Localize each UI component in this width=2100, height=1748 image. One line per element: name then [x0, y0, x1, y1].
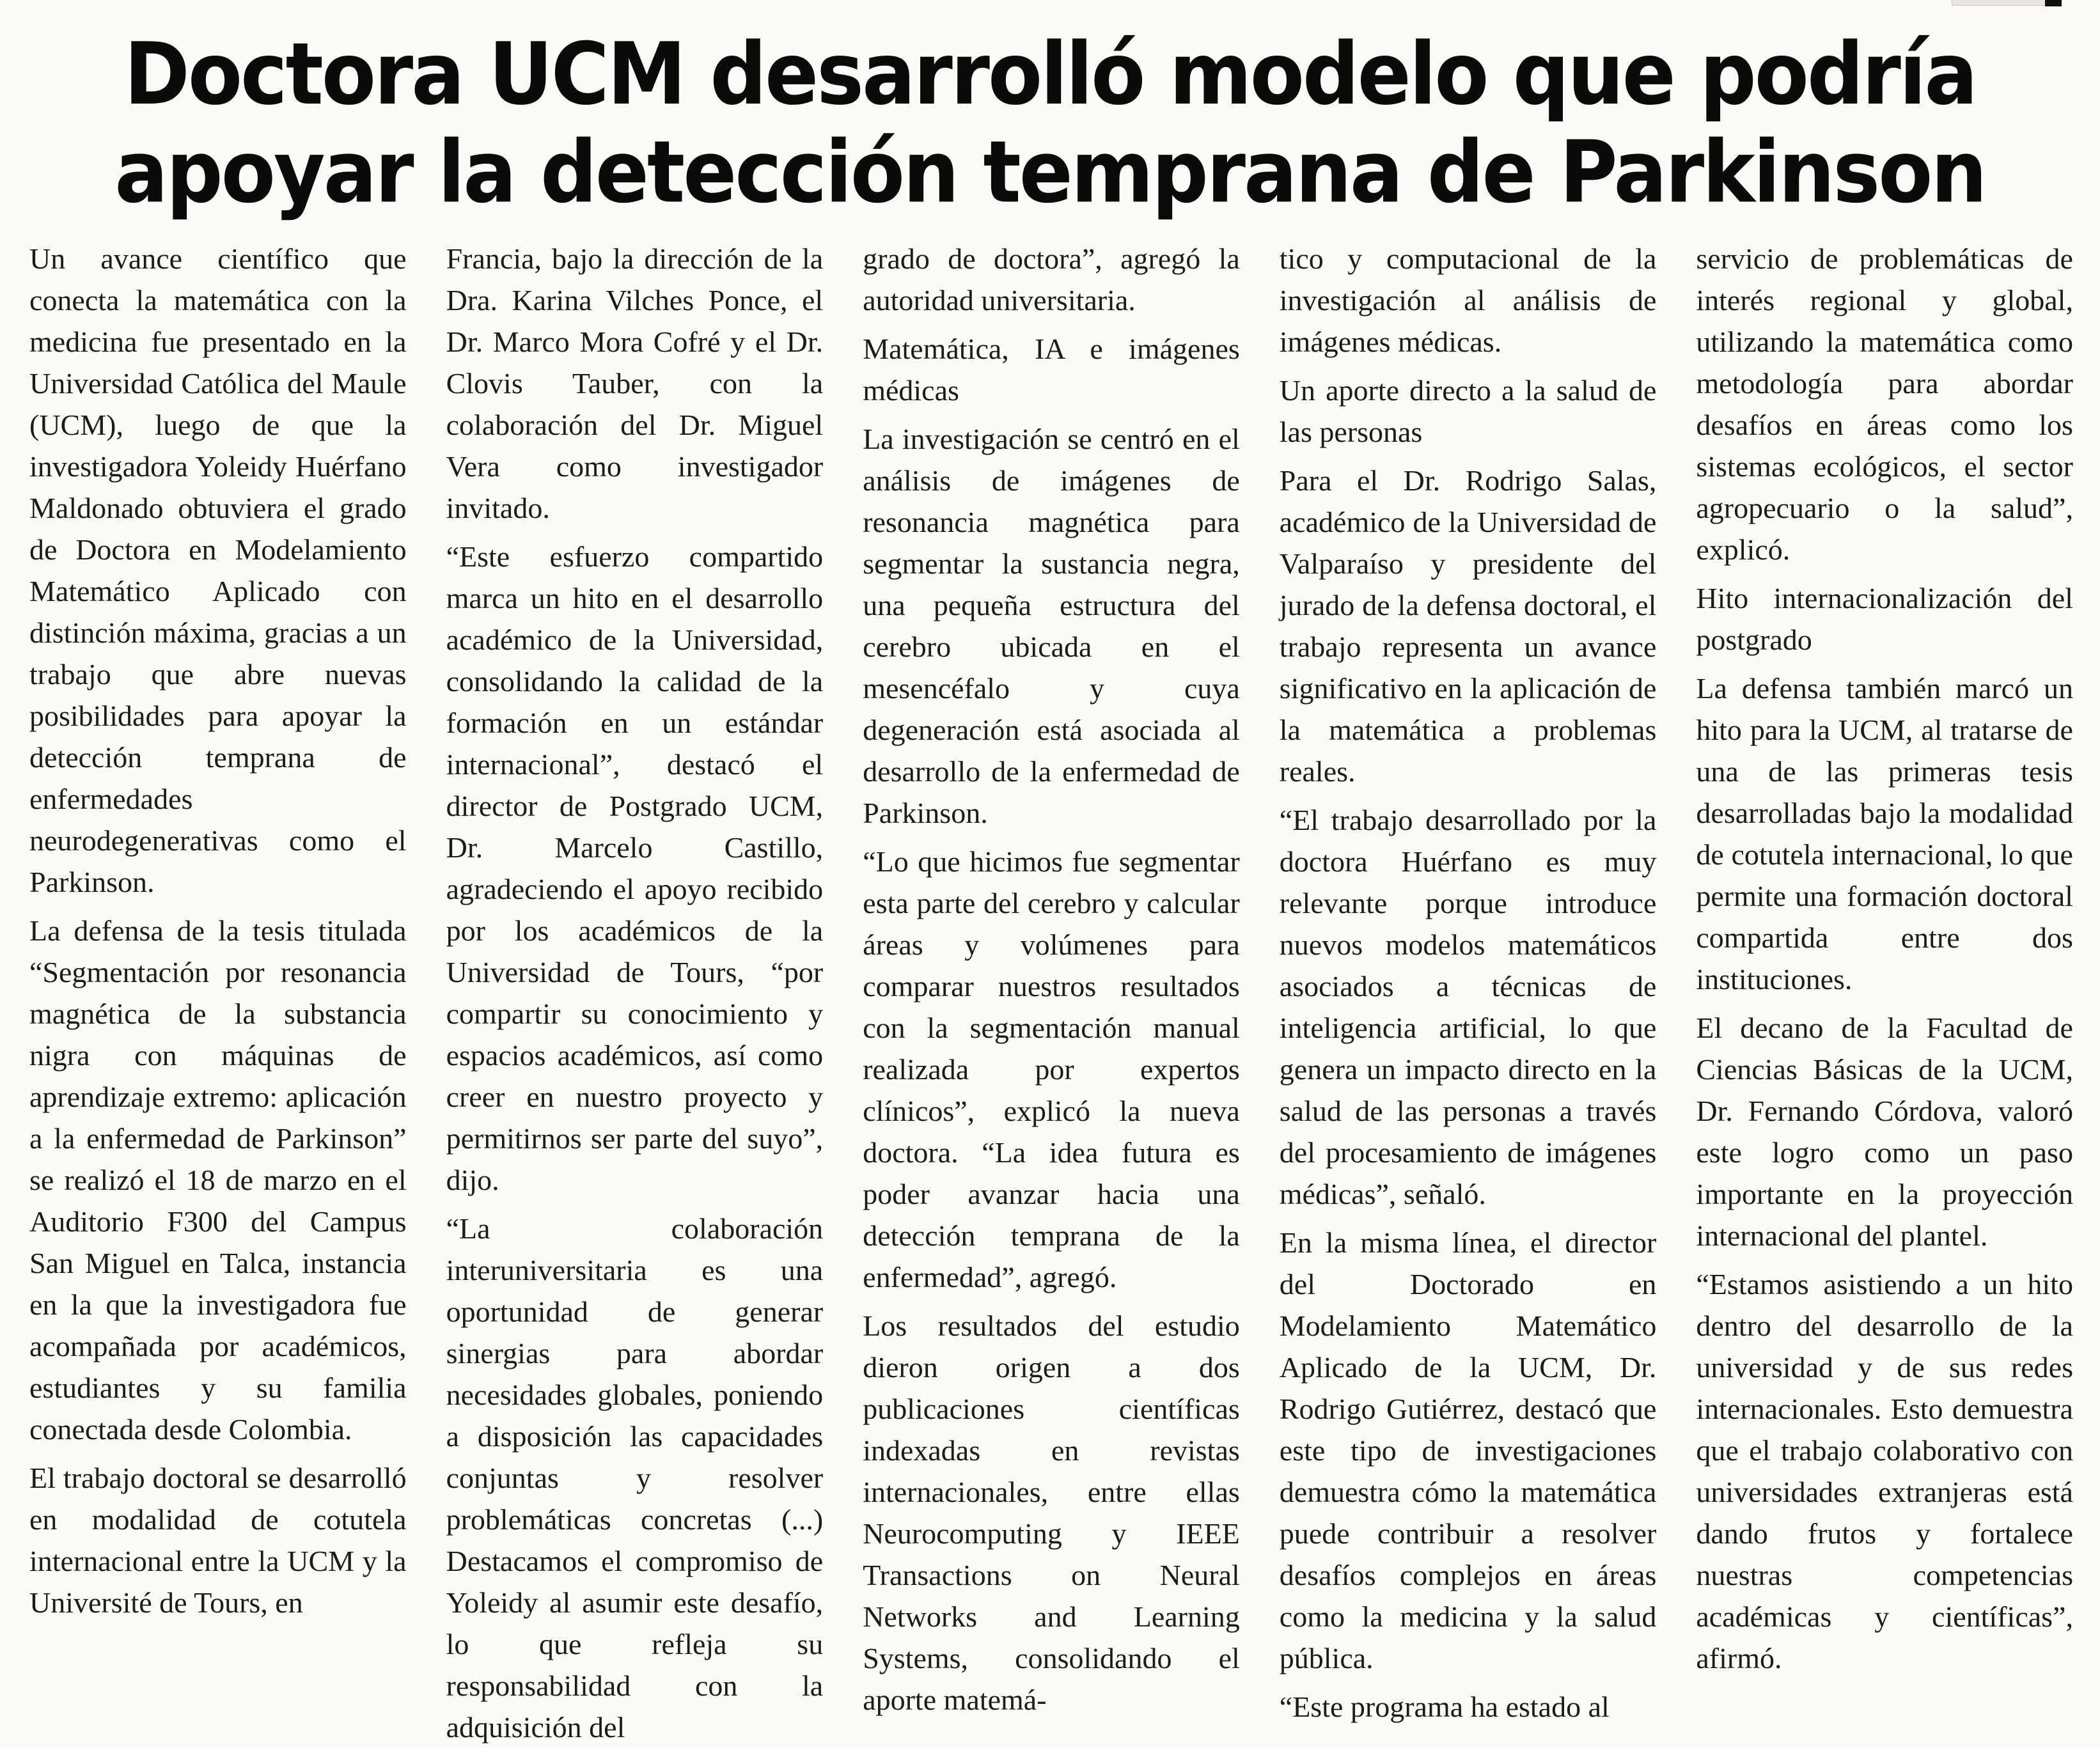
paragraph: Para el Dr. Rodrigo Salas, académico de la Universidad de Valparaíso y presidente del jurado de la defensa doctoral, el trabajo representa un avance significativo en la aplicación de la matemática a problemas reales. [1279, 464, 1657, 788]
subheading: Hito internacionalización del postgrado [1696, 582, 2073, 656]
paragraph: El decano de la Facultad de Ciencias Básicas de la UCM, Dr. Fernando Córdova, valoró este logro como un paso importante en la proyección internacional del plantel. [1696, 1011, 2073, 1252]
paragraph: La defensa de la tesis titulada “Segmentación por resonancia magnética de la substancia nigra con máquinas de aprendizaje extremo: aplicación a la enfermedad de Parkinson” se realizó el 18 de marzo en el Auditorio F300 del Campus San Miguel en Talca, instancia en la que la investigadora fue acompañada por académicos, estudiantes y su familia conectada desde Colombia. [29, 914, 407, 1446]
paragraph: Un avance científico que conecta la matemática con la medicina fue presentado en la Universidad Católica del Maule (UCM), luego de que la investigadora Yoleidy Huérfano Maldonado obtuviera el grado de Doctora en Modelamiento Matemático Aplicado con distinción máxima, gracias a un trabajo que abre nuevas posibilidades para apoyar la detección temprana de enfermedades neurodegenerativas como el Parkinson. [29, 242, 407, 898]
subheading: Matemática, IA e imágenes médicas [863, 332, 1240, 407]
header-rule-box [1952, 0, 2055, 6]
article-column-2 [446, 238, 824, 1744]
paragraph: grado de doctora”, agregó la autoridad universitaria. [863, 242, 1240, 316]
paragraph: “Lo que hicimos fue segmentar esta parte del cerebro y calcular áreas y volúmenes para comparar nuestros resultados con la segmentación manual realizada por expertos clínicos”, explicó la nueva doctora. “La idea futura es poder avanzar hacia una detección temprana de la enfermedad”, agregó. [863, 845, 1240, 1293]
paragraph: “El trabajo desarrollado por la doctora Huérfano es muy relevante porque introduce nuevos modelos matemáticos asociados a técnicas de inteligencia artificial, lo que genera un impacto directo en la salud de las personas a través del procesamiento de imágenes médicas”, señaló. [1279, 804, 1657, 1210]
header-rule-mark [2045, 0, 2062, 6]
paragraph: “Estamos asistiendo a un hito dentro del desarrollo de la universidad y de sus redes internacionales. Esto demuestra que el trabajo colaborativo con universidades extranjeras está dando frutos y fortalece nuestras competencias académicas y científicas”, afirmó. [1696, 1268, 2073, 1674]
article-column-3 [863, 238, 1240, 1716]
article-column-1 [29, 238, 407, 1619]
paragraph: “Este esfuerzo compartido marca un hito en el desarrollo académico de la Universidad, consolidando la calidad de la formación en un estándar internacional”, destacó el director de Postgrado UCM, Dr. Marcelo Castillo, agradeciendo el apoyo recibido por los académicos de la Universidad de Tours, “por compartir su conocimiento y espacios académicos, así como creer en nuestro proyecto y permitirnos ser parte del suyo”, dijo. [446, 540, 824, 1196]
paragraph: La investigación se centró en el análisis de imágenes de resonancia magnética para segmentar la sustancia negra, una pequeña estructura del cerebro ubicada en el mesencéfalo y cuya degeneración está asociada al desarrollo de la enfermedad de Parkinson. [863, 423, 1240, 829]
article-column-5 [1696, 238, 2073, 1674]
paragraph: “Este programa ha estado al [1279, 1690, 1610, 1723]
paragraph: La defensa también marcó un hito para la UCM, al tratarse de una de las primeras tesis desarrolladas bajo la modalidad de cotutela internacional, lo que permite una formación doctoral compartida entre dos instituciones. [1696, 672, 2073, 995]
paragraph: El trabajo doctoral se desarrolló en modalidad de cotutela internacional entre la UCM y la Université de Tours, en [29, 1462, 407, 1619]
paragraph: tico y computacional de la investigación al análisis de imágenes médicas. [1279, 242, 1657, 358]
subheading: Un aporte directo a la salud de las personas [1279, 374, 1657, 448]
paragraph: Francia, bajo la dirección de la Dra. Karina Vilches Ponce, el Dr. Marco Mora Cofré y el Dr. Clovis Tauber, con la colaboración del Dr. Miguel Vera como investigador invitado. [446, 242, 824, 524]
article-headline: Doctora UCM desarrolló modelo que podría apoyar la detección temprana de Parkinson [114, 24, 1986, 222]
article-column-4 [1279, 238, 1657, 1723]
article-body [29, 238, 2073, 1744]
paragraph: servicio de problemáticas de interés regional y global, utilizando la matemática como metodología para abordar desafíos en áreas como los sistemas ecológicos, el sector agropecuario o la salud”, explicó. [1696, 242, 2073, 566]
paragraph: En la misma línea, el director del Doctorado en Modelamiento Matemático Aplicado de la UCM, Dr. Rodrigo Gutiérrez, destacó que este tipo de investigaciones demuestra cómo la matemática puede contribuir a resolver desafíos complejos en áreas como la medicina y la salud pública. [1279, 1226, 1657, 1674]
paragraph: Los resultados del estudio dieron origen a dos publicaciones científicas indexadas en revistas internacionales, entre ellas Neurocomputing y IEEE Transactions on Neural Networks and Learning Systems, consolidando el aporte matemá- [863, 1309, 1240, 1716]
paragraph: “La colaboración interuniversitaria es una oportunidad de generar sinergias para abordar necesidades globales, poniendo a disposición las capacidades conjuntas y resolver problemáticas concretas (...) Destacamos el compromiso de Yoleidy al asumir este desafío, lo que refleja su responsabilidad con la adquisición del [446, 1212, 824, 1744]
